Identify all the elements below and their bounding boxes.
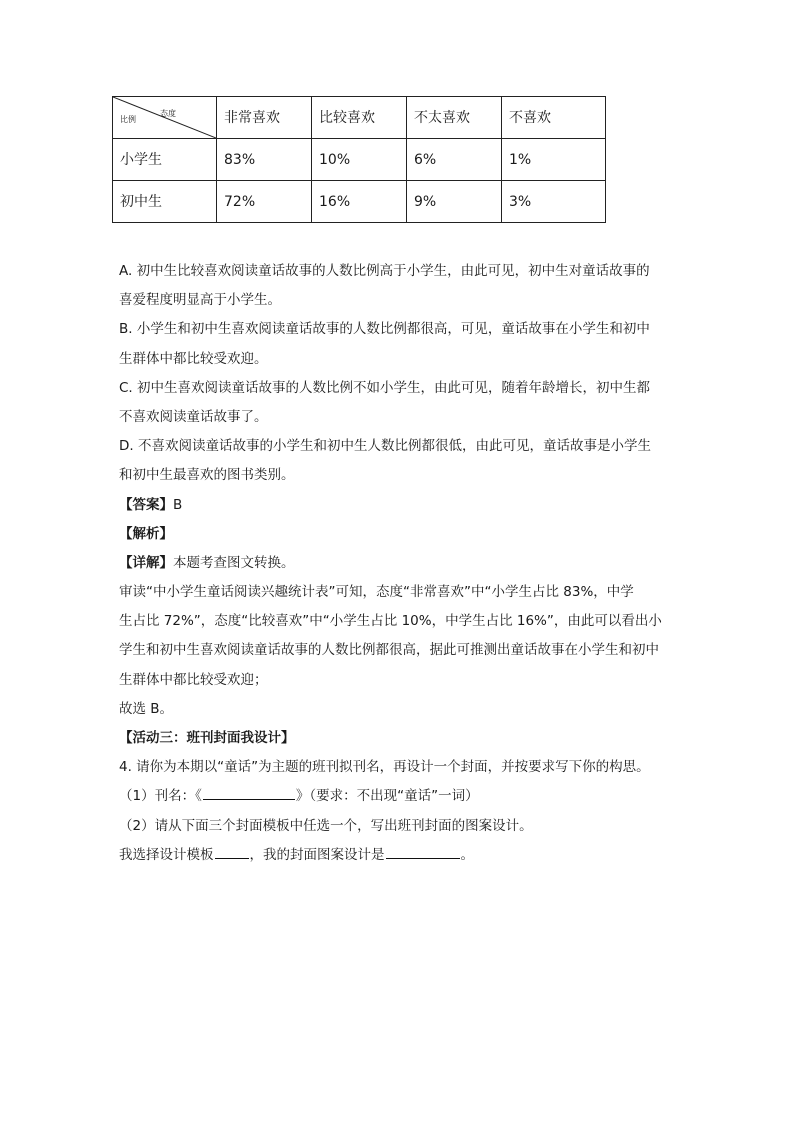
option-b-line1: B. 小学生和初中生喜欢阅读童话故事的人数比例都很高，可见，童话故事在小学生和初中 <box>119 321 650 338</box>
option-a-line1: A. 初中生比较喜欢阅读童话故事的人数比例高于小学生，由此可见，初中生对童话故事的 <box>119 263 650 279</box>
table-header-cell: 非常喜欢 <box>217 97 312 139</box>
detail-line <box>119 549 679 578</box>
fill-text-c: 。 <box>460 846 474 863</box>
table-row-label: 小学生 <box>113 139 217 181</box>
question4-part2: （2）请从下面三个封面模板中任选一个，写出班刊封面的图案设计。 <box>119 817 533 834</box>
part1-prefix: （1）刊名：《 <box>119 788 202 805</box>
detail-text-line: 生占比 72%”，态度“比较喜欢”中“小学生占比 10%，中学生占比 16%”，由此可以看出小 <box>119 613 662 630</box>
answer-label: 【答案】 <box>119 496 173 513</box>
table-corner-cell <box>113 97 217 139</box>
question-content <box>119 257 679 870</box>
corner-label-attitude: 态度 <box>160 109 176 118</box>
table-header-cell: 不喜欢 <box>502 97 606 139</box>
activity3-title: 【活动三：班刊封面我设计】 <box>119 730 295 746</box>
part1-suffix: 》（要求：不出现“童话”一词） <box>295 788 479 805</box>
question4-fill-line <box>119 841 679 870</box>
table-cell: 9% <box>407 181 502 223</box>
template-choice-blank[interactable] <box>215 844 249 859</box>
table-cell: 83% <box>217 139 312 181</box>
fill-text-b: ，我的封面图案设计是 <box>249 846 385 863</box>
table-row-label: 初中生 <box>113 181 217 223</box>
table-header-cell: 比较喜欢 <box>312 97 407 139</box>
fill-text-a: 我选择设计模板 <box>119 846 214 863</box>
survey-table <box>112 96 606 223</box>
option-c-line2: 不喜欢阅读童话故事了。 <box>119 408 268 425</box>
table-cell: 16% <box>312 181 407 223</box>
detail-text-line: 生群体中都比较受欢迎； <box>119 671 268 688</box>
table-cell: 72% <box>217 181 312 223</box>
detail-text-line: 学生和初中生喜欢阅读童话故事的人数比例都很高，据此可推测出童话故事在小学生和初中 <box>119 642 659 659</box>
option-d-line2: 和初中生最喜欢的图书类别。 <box>119 467 295 484</box>
option-a-line2: 喜爱程度明显高于小学生。 <box>119 292 281 309</box>
option-b-line2: 生群体中都比较受欢迎。 <box>119 350 268 367</box>
table-cell: 1% <box>502 139 606 181</box>
table-row <box>113 181 606 223</box>
design-answer-blank[interactable] <box>386 844 460 859</box>
detail-label: 【详解】 <box>119 554 173 571</box>
option-c-line1: C. 初中生喜欢阅读童话故事的人数比例不如小学生，由此可见，随着年龄增长，初中生都 <box>119 379 651 396</box>
table-cell: 3% <box>502 181 606 223</box>
table-row <box>113 139 606 181</box>
table-cell: 10% <box>312 139 407 181</box>
answer-value: B <box>173 496 183 513</box>
table-header-cell: 不太喜欢 <box>407 97 502 139</box>
question4-stem: 4. 请你为本期以“童话”为主题的班刊拟刊名，再设计一个封面，并按要求写下你的构思。 <box>119 759 650 776</box>
detail-text-line: 审读“中小学生童话阅读兴趣统计表”可知，态度“非常喜欢”中“小学生占比 83%，中学 <box>119 584 634 601</box>
corner-label-ratio: 比例 <box>120 115 136 124</box>
answer-line <box>119 491 679 520</box>
option-d-line1: D. 不喜欢阅读童话故事的小学生和初中生人数比例都很低，由此可见，童话故事是小学生 <box>119 438 651 455</box>
detail-conclusion: 故选 B。 <box>119 700 174 717</box>
analysis-line <box>119 520 679 549</box>
title-answer-blank[interactable] <box>203 785 295 800</box>
analysis-label: 【解析】 <box>119 525 173 542</box>
table-cell: 6% <box>407 139 502 181</box>
question4-part1 <box>119 782 679 811</box>
table-header-row <box>113 97 606 139</box>
detail-intro: 本题考查图文转换。 <box>173 554 295 571</box>
